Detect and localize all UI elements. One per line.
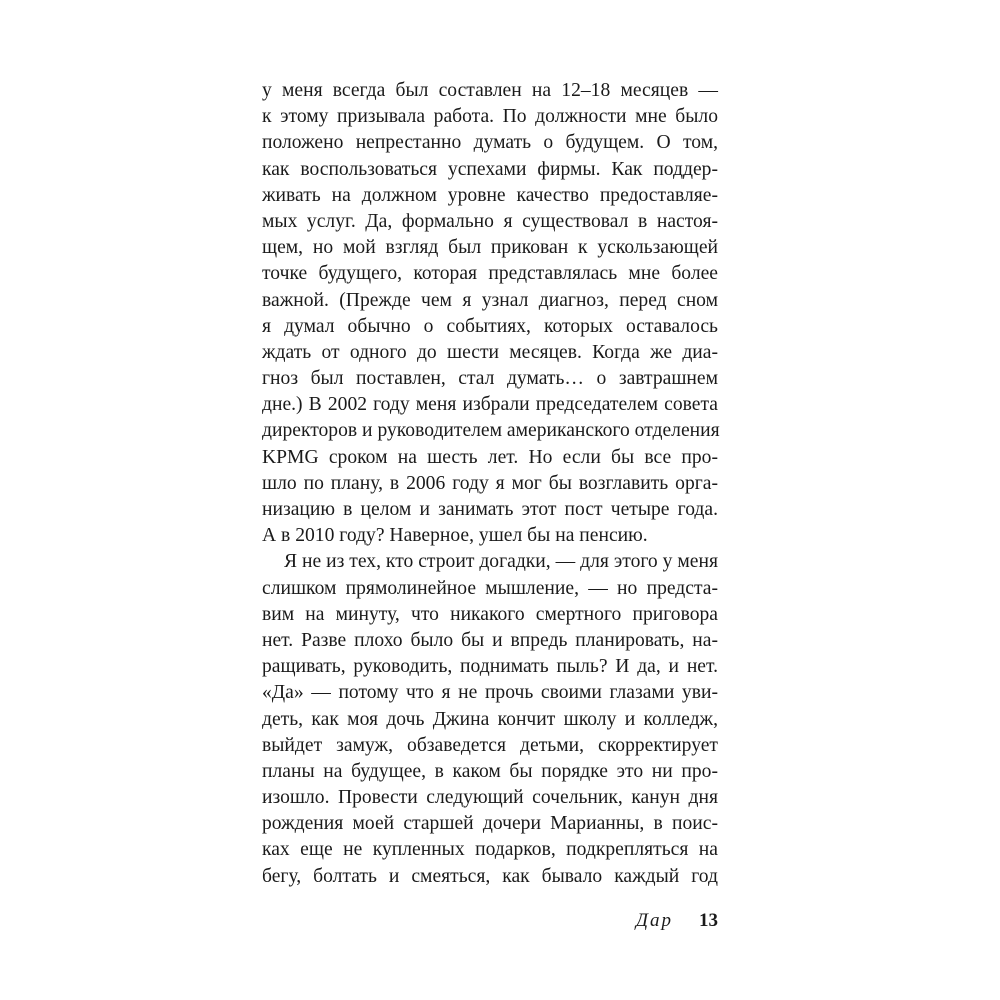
text-line: как воспользоваться успехами фирмы. Как поддер- — [262, 158, 718, 180]
text-line: низацию в целом и занимать этот пост четыре года. — [262, 499, 718, 520]
text-line: рождения моей старшей дочери Марианны, в поис- — [262, 813, 718, 835]
text-line: важной. (Прежде чем я узнал диагноз, перед сном — [262, 289, 718, 311]
text-line: ждать от одного до шести месяцев. Когда же диа- — [262, 341, 718, 363]
page-number: 13 — [699, 910, 718, 931]
running-title: Дар — [635, 910, 673, 931]
text-line: ращивать, руководить, поднимать пыль? И да, и нет. — [262, 656, 718, 678]
text-line: дне.) В 2002 году меня избрали председателем совета — [262, 394, 718, 416]
text-line: изошло. Провести следующий сочельник, канун дня — [262, 787, 718, 809]
text-line: планы на будущее, в каком бы порядке это ни про- — [262, 760, 718, 782]
text-line: у меня всегда был составлен на 12–18 месяцев — — [262, 80, 718, 101]
text-line: я думал обычно о событиях, которых оставалось — [262, 315, 718, 337]
text-line: гноз был поставлен, стал думать… о завтрашнем — [262, 368, 718, 390]
text-line: Я не из тех, кто строит догадки, — для этого у меня — [284, 551, 718, 573]
text-line: директоров и руководителем американского отделения — [262, 420, 720, 442]
text-line: «Да» — потому что я не прочь своими глазами уви- — [262, 682, 718, 704]
text-line: выйдет замуж, обзаведется детьми, скорректирует — [262, 734, 718, 756]
paragraph — [262, 549, 718, 889]
text-line: ках еще не купленных подарков, подкрепляться на — [262, 839, 718, 861]
text-line: KPMG сроком на шесть лет. Но если бы все про- — [262, 446, 718, 468]
text-line: шло по плану, в 2006 году я мог бы возглавить орга- — [262, 472, 718, 494]
text-line: мых услуг. Да, формально я существовал в настоя- — [262, 210, 718, 232]
text-line: к этому призывала работа. По должности мне было — [262, 106, 718, 128]
text-line: слишком прямолинейное мышление, — но предста- — [262, 577, 718, 599]
paragraph — [262, 78, 718, 549]
text-line: точке будущего, которая представлялась мне более — [262, 263, 718, 285]
text-line: живать на должном уровне качество предоставляе- — [262, 184, 718, 206]
text-line: нет. Разве плохо было бы и впредь планировать, на- — [262, 629, 718, 651]
text-line: А в 2010 году? Наверное, ушел бы на пенсию. — [262, 525, 648, 547]
text-line: положено непрестанно думать о будущем. О том, — [262, 132, 718, 154]
page-footer — [262, 910, 718, 938]
text-line: щем, но мой взгляд был прикован к ускользающей — [262, 237, 718, 259]
text-line: вим на минуту, что никакого смертного приговора — [262, 603, 718, 625]
text-line: бегу, болтать и смеяться, как бывало каждый год — [262, 865, 718, 887]
body-text — [262, 78, 718, 890]
text-line: деть, как моя дочь Джина кончит школу и колледж, — [262, 708, 718, 730]
